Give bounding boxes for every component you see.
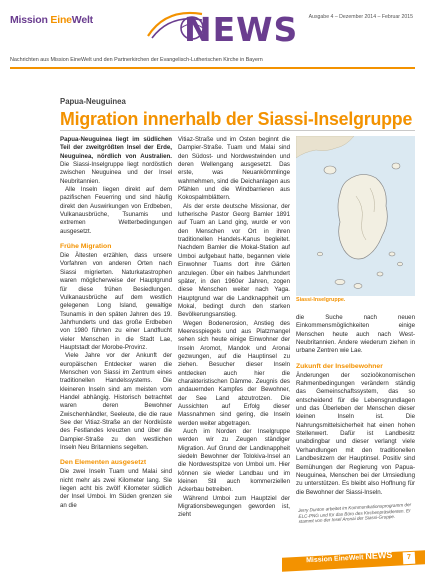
paragraph: Die zwei Inseln Tuam und Malai sind nicht mehr als zwei Kilometer lang. Sie liegen acht bis zwölf Kilometer südlich der Insel Umboi. Im Süden grenzen sie an die (60, 468, 172, 509)
lead-text-bold: Papua-Neuguinea liegt im südlichen Teil der zweitgrößten Insel der Erde, Neuguinea, nördlich von Australien. (60, 136, 172, 160)
article-column-2 (178, 136, 290, 520)
brand-welt: Welt (71, 14, 93, 26)
article-kicker: Papua-Neuguinea (60, 97, 126, 106)
article-title: Migration innerhalb der Siassi-Inselgruppe (60, 108, 413, 129)
title-divider (60, 130, 415, 131)
subheading-elemente: Den Elementen ausgesetzt (60, 459, 147, 467)
author-credit: Jerry Dunton arbeitet im Kommunikationsprogramm der ELC-PNG und für das Büro des Kirchenpräsidenten. Er stammt von der Insel Aronai der Siassi-Gruppe. (298, 502, 412, 525)
article-column-3 (296, 136, 415, 497)
masthead (0, 0, 425, 67)
news-wordmark: NEWS (184, 10, 299, 49)
footer-brand: Mission EineWelt (305, 554, 364, 565)
brand-name (10, 14, 93, 26)
paragraph: Wegen Bodenerosion, Anstieg des Meeresspiegels und aus Platzmangel sehen sich heute einige Einwohner der Inseln Aromot, Mandok und Aronai gezwungen, auf die Hauptinsel zu ziehen. Besucher dieser Inseln entdecken auch hier die charakteristischen Dämme. Zeugnis des andauernden Kampfes der Bewohner, der See Land abzutrotzen. Die Aussichten auf Erfolg dieser Massnahmen sind gering, die Inseln werden weiter abgetragen. (178, 319, 290, 427)
paragraph: Als der erste deutsche Missionar, der lutherische Pastor Georg Bamler 1891 auf Tuam an Land ging, wurde er von den Menschen vor Ort in ihren traditionellen Handels-Kanus begleitet. Nachdem Bamler die Mokal-Station auf Umboi aufgebaut hatte, begannen viele Einwohner Tuams dort ihre Gärten anzulegen. Über ein halbes Jahrhundert später, in den 1960er Jahren, zogen diese Menschen weiter nach Yaga. Hauptgrund war die Landknappheit um Mokal, bedingt durch den starken Bevölkerungsanstieg. (178, 202, 290, 319)
page-number: 7 (403, 552, 416, 565)
paragraph: Die Ältesten erzählen, dass unsere Vorfahren von anderen Orten nach Siassi migrierten. Naturkatastrophen waren möglicherweise der Hauptgrund für diese frühen Besiedlungen. Vulkanausbrüche auf dem westlich gelegenen Long Island, gewaltige Tsunamis in den späten Jahren des 19. Jahrhunderts und das große Erdbeben von 1980 führten zu einer Landflucht vieler Menschen in die Stadt Lae, Hauptstadt der Morobe-Provinz. (60, 252, 172, 351)
paragraph: Änderungen der sozioökonomischen Rahmenbedingungen verändern ständig das Gemeinschaftssystem, das so entscheidend für die Lebensgrundlagen und das Überleben der Menschen dieser kleinen Inseln ist. Die Nahrungsmittelsicherheit hat einen hohen Stellenwert. Dafür ist Landbesitz unabdingbar und dieser verlangt viele Verhandlungen mit den traditionellen Landbesitzern der Hauptinsel. Positiv sind Bemühungen der Regierung von Papua-Neuguinea, Menschen bei der Umsiedlung zu unterstützen. Es bleibt also Hoffnung für die Bewohner der Siassi-Inseln. (296, 371, 415, 496)
paragraph: Viele Jahre vor der Ankunft der europäischen Entdecker waren die Menschen von Siassi im Zentrum eines traditionellen Handelssystems. Die kleineren Inseln sind am meisten vom Handel abhängig. Historisch betrachtet waren deren Bewohner Zwischenhändler, Seeleute, die die raue See der Vitiaz-Straße an der Nordküste des Festlandes kreuzten und über die Dampier-Straße zu den westlichen Inseln Neu Britanniens segelten. (60, 352, 172, 452)
brand-eine: Eine (50, 14, 72, 26)
subheading-fruehe-migration: Frühe Migration (60, 243, 112, 251)
paragraph: Vitiaz-Straße und im Osten beginnt die Dampier-Straße. Tuam und Malai sind den Südost- und Nordwestwinden und deren Wellengang ausgesetzt. Das erste, was Neuankömmlinge wahrnehmen, sind die Deichanlagen aus Pfählen und die Windbarrieren aus Kokospalmblättern. (178, 136, 290, 202)
article-column-1 (60, 136, 172, 510)
paragraph: Während Umboi zum Hauptziel der Migrationsbewegungen geworden ist, zieht (178, 494, 290, 519)
paragraph: Auch im Norden der Inselgruppe werden wir zu Zeugen ständiger Migration. Auf Grund der Landknappheit siedeln Bewohner der Tolokiva-Insel an die Nordwestspitze von Umboi um. Hier können sie wieder Landbau und im kleinen Stil auch kommerziellen Ackerbau betreiben. (178, 428, 290, 494)
subheading-zukunft: Zukunft der Inselbewohner (296, 362, 383, 370)
footer-news: NEWS (365, 549, 393, 562)
masthead-subtitle: Nachrichten aus Mission EineWelt und den Partnerkirchen der Evangelisch-Lutherischen Kirche in Bayern (10, 57, 263, 63)
paragraph: Alle Inseln liegen direkt auf dem pazifischen Feuerring und sind häufig direkt den Auswirkungen von Erdbeben, Vulkanausbrüche, Tsunamis und extremen Wetterbedingungen ausgesetzt. (60, 186, 172, 235)
paragraph: die Suche nach neuen Einkommensmöglichkeiten einige Menschen heute auch nach West-Neubritannien. Andere wiederum ziehen in urbane Zentren wie Lae. (296, 314, 415, 355)
brand-mission: Mission (10, 14, 48, 26)
lead-text: Die Siassi-Inselgruppe liegt nordöstlich zwischen Neuguinea und der Insel Neubritannien. (60, 161, 172, 185)
issue-info: Ausgabe 4 – Dezember 2014 – Februar 2015 (308, 14, 413, 20)
map-caption: Siassi-Inselgruppe. (296, 297, 346, 303)
lead-paragraph (60, 136, 172, 186)
header-divider (10, 67, 415, 69)
